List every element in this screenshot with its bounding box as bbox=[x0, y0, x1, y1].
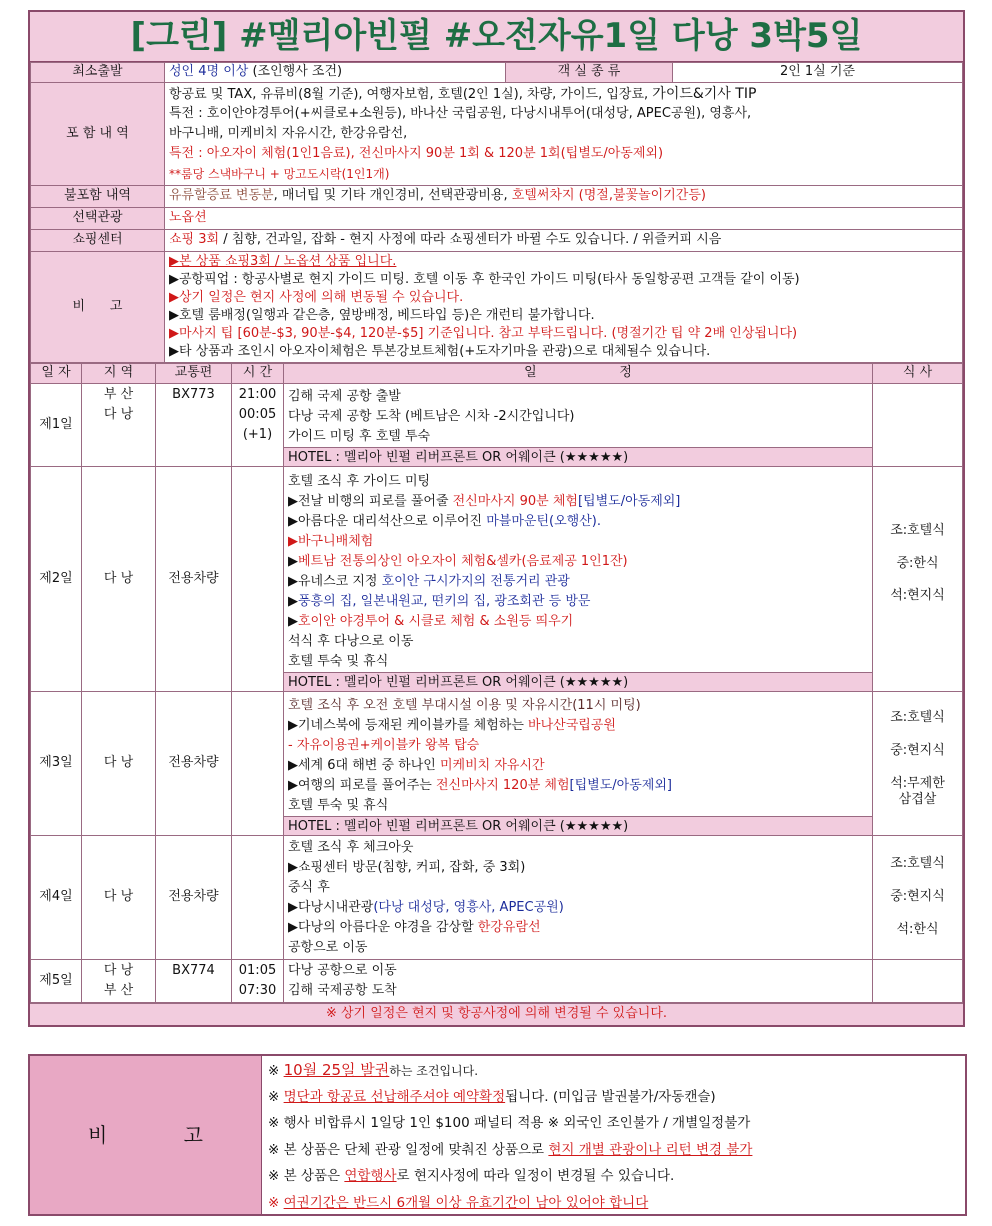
day-time bbox=[232, 692, 284, 836]
remark-line: ※ 본 상품은 연합행사로 현지사정에 따라 일정이 변경될 수 있습니다. bbox=[268, 1168, 675, 1184]
info-table bbox=[30, 62, 963, 363]
day-region: 부 산 다 낭 bbox=[82, 384, 156, 467]
remark-line: ※ 10월 25일 발권하는 조건입니다. bbox=[268, 1061, 479, 1079]
day-time: 01:05 07:30 bbox=[232, 960, 284, 1003]
remark-line: ※ 명단과 항공료 선납해주셔야 예약확정됩니다. (미입금 발권불가/자동캔슬) bbox=[268, 1088, 716, 1105]
day-label: 제2일 bbox=[31, 467, 82, 692]
day-meals: 조:호텔식 중:한식 석:현지식 bbox=[873, 467, 963, 692]
day-region: 다 낭 bbox=[82, 692, 156, 836]
remarks-content: ▶본 상품 쇼핑3회 / 노옵션 상품 입니다. ▶공항픽업 : 항공사별로 현지 가이드 미팅. 호텔 이동 후 한국인 가이드 미팅(타사 동일항공편 고객들 같이 이동) ▶상기 일정은 현지 사정에 의해 변동될 수 있습니다. ▶호텔 룸배정(일행과 같은층, 옆방배정, 베드타입 등)은 개런티 불가합니다. ▶마사지 팁 [60분-$3, 90분-$4, 120분-$5] 기준입니다. 참고 부탁드립니다. (명절기간 팁 약 2배 인상됩니다) ▶타 상품과 조인시 아오자이체험은 투본강보트체험(+도자기마을 관광)으로 대체될수 있습니다. bbox=[165, 252, 963, 363]
schedule-footnote: ※ 상기 일정은 현지 및 항공사정에 의해 변경될 수 있습니다. bbox=[30, 1003, 963, 1025]
day-time: 21:00 00:05 (+1) bbox=[232, 384, 284, 467]
day-meals: 조:호텔식 중:현지식 석:한식 bbox=[873, 836, 963, 960]
remark-line: ※ 본 상품은 단체 관광 일정에 맞춰진 상품으로 현지 개별 관광이나 리턴 변경 불가 bbox=[268, 1141, 753, 1158]
day-time bbox=[232, 836, 284, 960]
header-schedule: 일 정 bbox=[284, 364, 873, 384]
header-transport: 교통편 bbox=[156, 364, 232, 384]
remarks-label: 비 고 bbox=[31, 252, 165, 363]
day-transport: 전용차량 bbox=[156, 467, 232, 692]
day-meals bbox=[873, 384, 963, 467]
hotel-info: HOTEL : 멜리아 빈펄 리버프론트 OR 어웨이큰 (★★★★★) bbox=[284, 816, 872, 836]
bottom-remarks-content bbox=[262, 1056, 965, 1214]
day-time bbox=[232, 467, 284, 692]
itinerary-document bbox=[28, 10, 965, 1027]
optional-tour-value: 노옵션 bbox=[165, 208, 963, 230]
day-label: 제5일 bbox=[31, 960, 82, 1003]
min-departure-label: 최소출발 bbox=[31, 63, 165, 83]
schedule-table bbox=[30, 363, 963, 1003]
hotel-info: HOTEL : 멜리아 빈펄 리버프론트 OR 어웨이큰 (★★★★★) bbox=[284, 672, 872, 692]
room-type-label: 객 실 종 류 bbox=[506, 63, 673, 83]
day-row bbox=[31, 384, 963, 467]
remark-line: ※ 여권기간은 반드시 6개월 이상 유효기간이 남아 있어야 합니다 bbox=[268, 1194, 649, 1211]
min-departure-value: 성인 4명 이상 (조인행사 조건) bbox=[165, 63, 506, 83]
schedule-header bbox=[31, 364, 963, 384]
day-schedule: 다낭 공항으로 이동 김해 국제공항 도착 bbox=[284, 960, 873, 1003]
day-region: 다 낭 bbox=[82, 836, 156, 960]
day-meals: 조:호텔식 중:현지식 석:무제한 삼겹살 bbox=[873, 692, 963, 836]
header-time: 시 간 bbox=[232, 364, 284, 384]
header-day: 일 자 bbox=[31, 364, 82, 384]
day-row bbox=[31, 960, 963, 1003]
hotel-info: HOTEL : 멜리아 빈펄 리버프론트 OR 어웨이큰 (★★★★★) bbox=[284, 447, 872, 467]
includes-content: 항공료 및 TAX, 유류비(8월 기준), 여행자보험, 호텔(2인 1실), 차량, 가이드, 입장료, 가이드&기사 TIP 특전 : 호이안야경투어(+씨클로+소원등), 바나산 국립공원, 다낭시내투어(대성당, APEC공원), 영흥사, 바구니배, 미케비치 자유시간, 한강유람선, 특전 : 아오자이 체험(1인1음료), 전신마사지 90분 1회 & 120분 1회(팁별도/아동제외) **룸당 스낵바구니 + 망고도시락(1인1개) bbox=[165, 83, 963, 186]
day-transport: BX774 bbox=[156, 960, 232, 1003]
day-transport: 전용차량 bbox=[156, 836, 232, 960]
day-schedule: 호텔 조식 후 체크아웃 ▶쇼핑센터 방문(침향, 커피, 잡화, 중 3회) 중식 후 ▶다낭시내관광(다낭 대성당, 영흥사, APEC공원) ▶다낭의 아름다운 야경을 감상할 한강유람선 공항으로 이동 bbox=[284, 836, 873, 960]
day-row bbox=[31, 836, 963, 960]
day-row bbox=[31, 692, 963, 836]
remark-line: ※ 행사 비합류시 1일당 1인 $100 패널티 적용 ※ 외국인 조인불가 / 개별일정불가 bbox=[268, 1115, 751, 1131]
room-type-value: 2인 1실 기준 bbox=[673, 63, 963, 83]
day-transport: BX773 bbox=[156, 384, 232, 467]
page-title: [그린] #멜리아빈펄 #오전자유1일 다낭 3박5일 bbox=[30, 12, 963, 62]
bottom-remarks-label: 비 고 bbox=[30, 1056, 262, 1214]
header-meals: 식 사 bbox=[873, 364, 963, 384]
day-label: 제1일 bbox=[31, 384, 82, 467]
excludes-label: 불포함 내역 bbox=[31, 186, 165, 208]
shopping-label: 쇼핑센터 bbox=[31, 230, 165, 252]
includes-label: 포 함 내 역 bbox=[31, 83, 165, 186]
day-region: 다 낭 bbox=[82, 467, 156, 692]
day-schedule: 김해 국제 공항 출발 다낭 국제 공항 도착 (베트남은 시차 -2시간입니다) 가이드 미팅 후 호텔 투숙 HOTEL : 멜리아 빈펄 리버프론트 OR 어웨이큰 (★★★★★) bbox=[284, 384, 873, 467]
day-label: 제3일 bbox=[31, 692, 82, 836]
optional-tour-label: 선택관광 bbox=[31, 208, 165, 230]
day-schedule: 호텔 조식 후 오전 호텔 부대시설 이용 및 자유시간(11시 미팅) ▶기네스북에 등재된 케이블카를 체험하는 바나산국립공원 - 자유이용권+케이블카 왕복 탑승 ▶세계 6대 해변 중 하나인 미케비치 자유시간 ▶여행의 피로를 풀어주는 전신마사지 120분 체험[팁별도/아동제외] 호텔 투숙 및 휴식 HOTEL : 멜리아 빈펄 리버프론트 OR 어웨이큰 (★★★★★) bbox=[284, 692, 873, 836]
day-meals bbox=[873, 960, 963, 1003]
day-region: 다 낭 부 산 bbox=[82, 960, 156, 1003]
day-transport: 전용차량 bbox=[156, 692, 232, 836]
day-row bbox=[31, 467, 963, 692]
day-schedule: 호텔 조식 후 가이드 미팅 ▶전날 비행의 피로를 풀어줄 전신마사지 90분 체험[팁별도/아동제외] ▶아름다운 대리석산으로 이루어진 마블마운틴(오행산). ▶바구니배체험 ▶베트남 전통의상인 아오자이 체험&셀카(음료제공 1인1잔) ▶유네스코 지정 호이안 구시가지의 전통거리 관광 ▶풍흥의 집, 일본내원교, 떤키의 집, 광조회관 등 방문 ▶호이안 야경투어 & 시클로 체험 & 소원등 띄우기 석식 후 다낭으로 이동 호텔 투숙 및 휴식 HOTEL : 멜리아 빈펄 리버프론트 OR 어웨이큰 (★★★★★) bbox=[284, 467, 873, 692]
excludes-content: 유류할증료 변동분, 매너팁 및 기타 개인경비, 선택관광비용, 호텔써차지 (명절,불꽃놀이기간등) bbox=[165, 186, 963, 208]
bottom-remarks bbox=[28, 1054, 967, 1216]
header-region: 지 역 bbox=[82, 364, 156, 384]
day-label: 제4일 bbox=[31, 836, 82, 960]
shopping-content: 쇼핑 3회 / 침향, 건과일, 잡화 - 현지 사정에 따라 쇼핑센터가 바뀔 수도 있습니다. / 위즐커피 시음 bbox=[165, 230, 963, 252]
